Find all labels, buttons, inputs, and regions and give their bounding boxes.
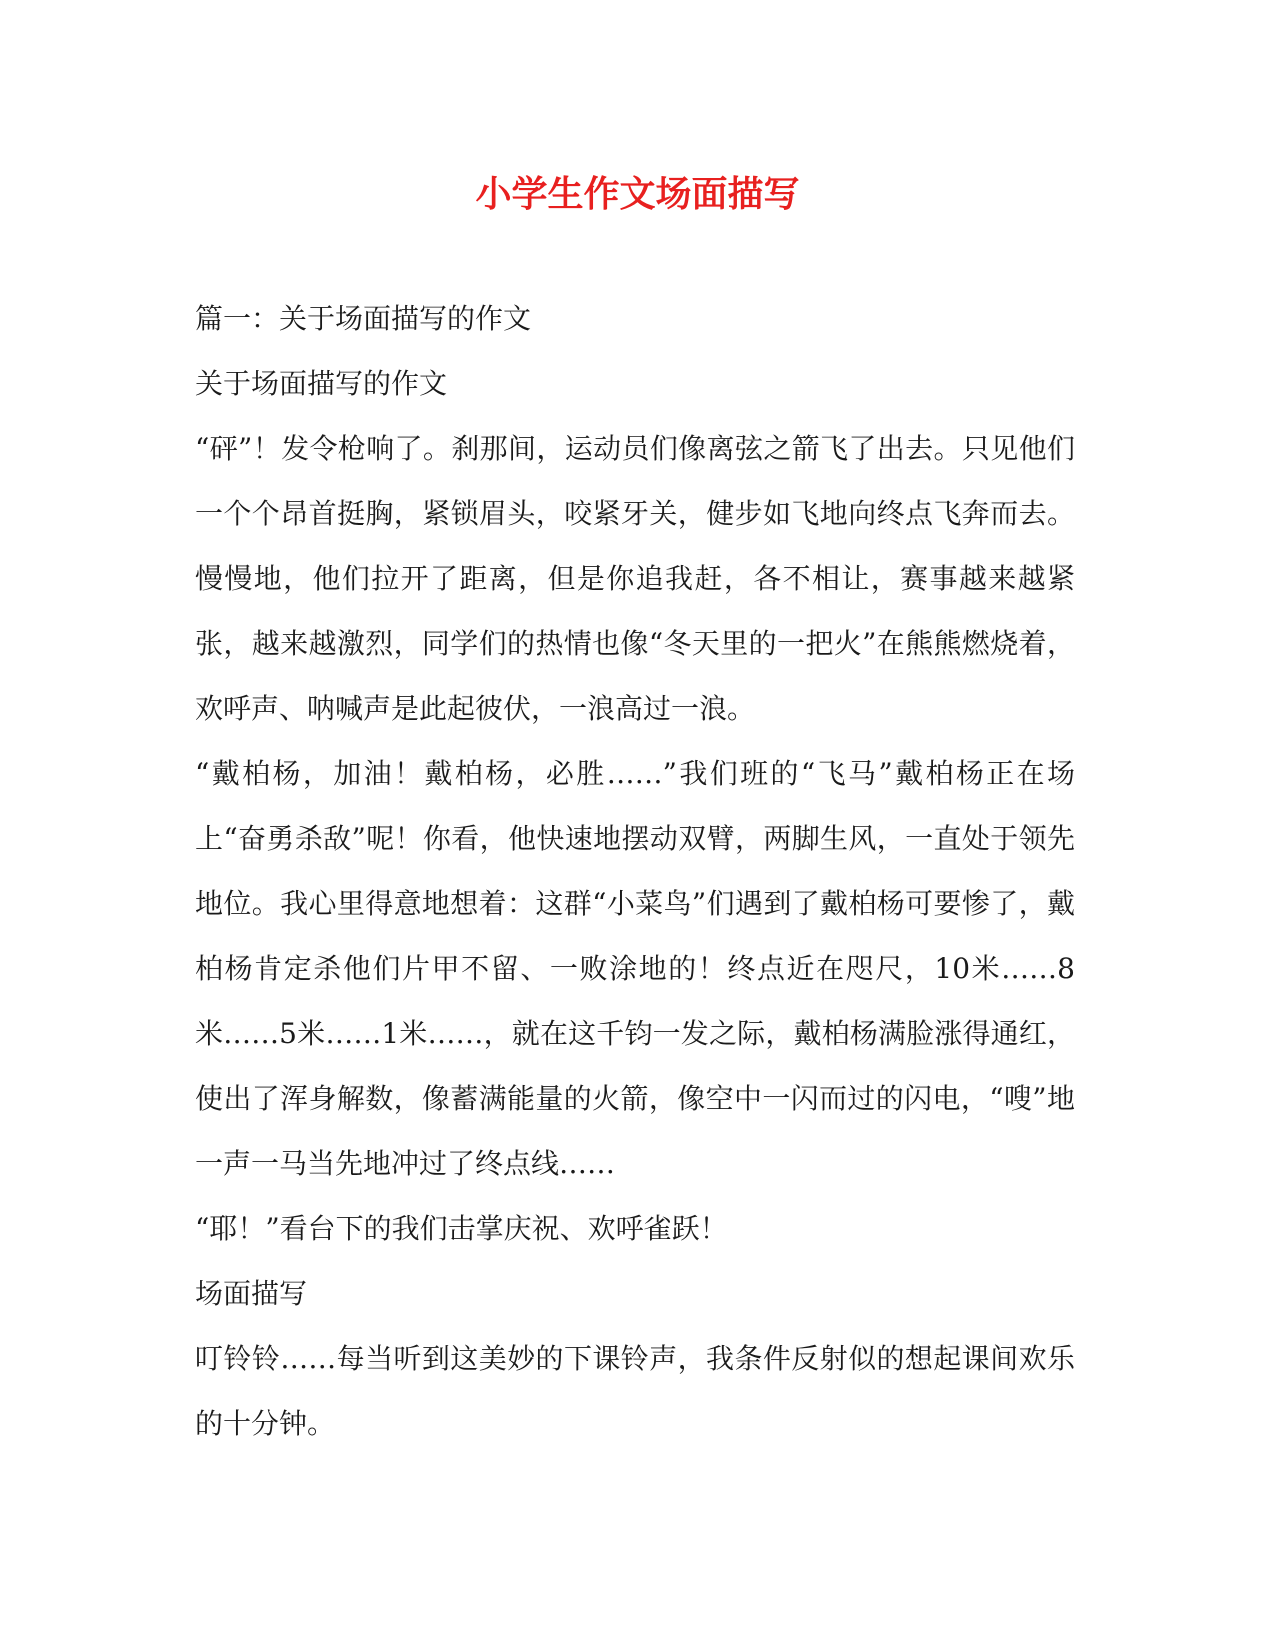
document-body (195, 286, 1075, 1456)
paragraph-cheering: “戴柏杨，加油！戴柏杨，必胜……”我们班的“飞马”戴柏杨正在场上“奋勇杀敌”呢！你看，他快速地摆动双臂，两脚生风，一直处于领先地位。我心里得意地想着：这群“小菜鸟”们遇到了戴柏杨可要惨了，戴柏杨肯定杀他们片甲不留、一败涂地的！终点近在咫尺，10米……8米……5米……1米……，就在这千钧一发之际，戴柏杨满脸涨得通红，使出了浑身解数，像蓄满能量的火箭，像空中一闪而过的闪电，“嗖”地一声一马当先地冲过了终点线…… (195, 757, 1075, 1180)
paragraph-celebration: “耶！”看台下的我们击掌庆祝、欢呼雀跃！ (195, 1212, 728, 1245)
section-heading: 篇一：关于场面描写的作文 (195, 302, 532, 335)
essay-heading: 关于场面描写的作文 (195, 367, 448, 400)
paragraph-race-start: “砰”！发令枪响了。刹那间，运动员们像离弦之箭飞了出去。只见他们一个个昂首挺胸，紧锁眉头，咬紧牙关，健步如飞地向终点飞奔而去。慢慢地，他们拉开了距离，但是你追我赶，各不相让，赛事越来越紧张，越来越激烈，同学们的热情也像“冬天里的一把火”在熊熊燃烧着，欢呼声、呐喊声是此起彼伏，一浪高过一浪。 (195, 432, 1075, 725)
document-title: 小学生作文场面描写 (475, 173, 800, 215)
subsection-heading: 场面描写 (195, 1277, 308, 1310)
paragraph-bell: 叮铃铃……每当听到这美妙的下课铃声，我条件反射似的想起课间欢乐的十分钟。 (195, 1342, 1075, 1440)
